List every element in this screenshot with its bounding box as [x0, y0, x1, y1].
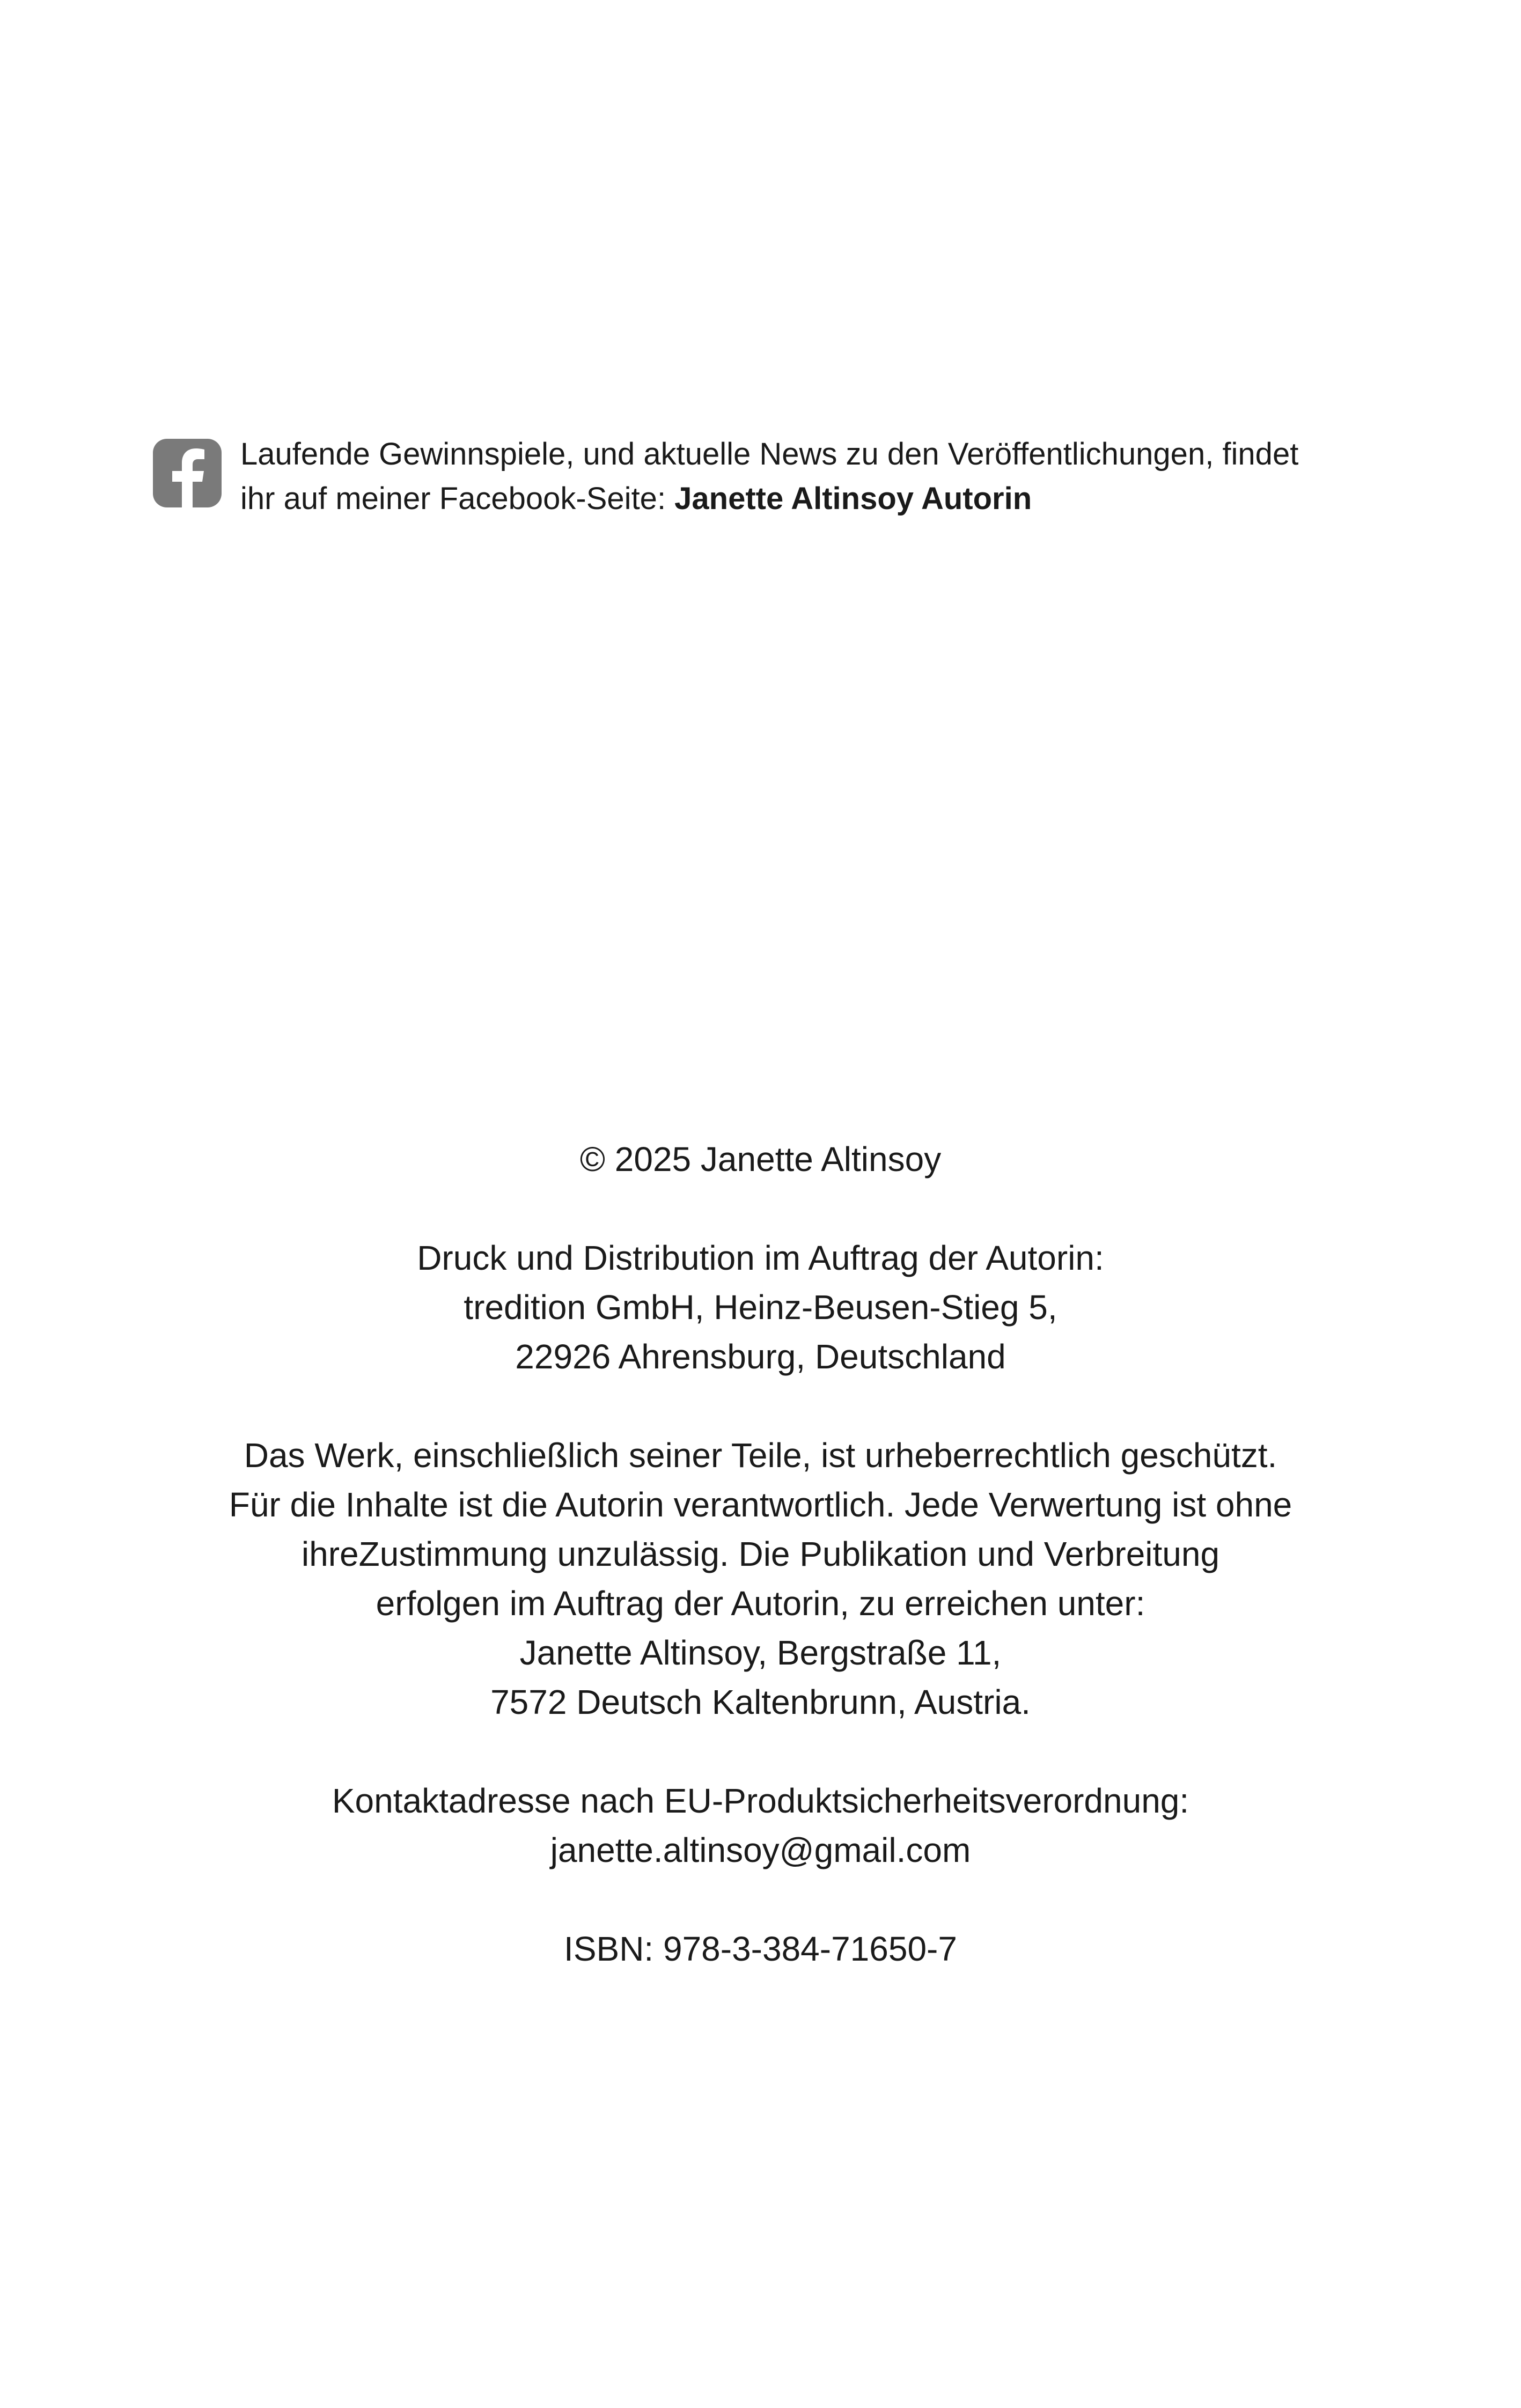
facebook-notice-text: [240, 432, 1298, 521]
printing-line-3: 22926 Ahrensburg, Deutschland: [515, 1337, 1006, 1376]
printing-line-1: Druck und Distribution im Auftrag der Autorin:: [417, 1239, 1104, 1277]
printing-line-2: tredition GmbH, Heinz-Beusen-Stieg 5,: [464, 1288, 1057, 1327]
rights-line-6: 7572 Deutsch Kaltenbrunn, Austria.: [490, 1683, 1031, 1721]
contact-line: Kontaktadresse nach EU-Produktsicherheitsverordnung:: [332, 1781, 1189, 1820]
rights-line-2: Für die Inhalte ist die Autorin verantwortlich. Jede Verwertung ist ohne: [229, 1485, 1292, 1524]
spacer: [0, 1184, 1521, 1233]
spacer: [0, 1381, 1521, 1431]
isbn: ISBN: 978-3-384-71650-7: [564, 1930, 957, 1968]
imprint-block: [0, 1135, 1521, 1973]
facebook-notice-line-1: Laufende Gewinnspiele, und aktuelle News zu den Veröffentlichungen, findet: [240, 437, 1299, 472]
rights-line-4: erfolgen im Auftrag der Autorin, zu erreichen unter:: [376, 1584, 1145, 1623]
facebook-notice-line-2: ihr auf meiner Facebook-Seite:: [240, 481, 675, 516]
facebook-page-name: Janette Altinsoy Autorin: [674, 481, 1032, 516]
spacer: [0, 1875, 1521, 1924]
facebook-notice: [153, 432, 1387, 521]
spacer: [0, 1727, 1521, 1776]
contact-email: janette.altinsoy@gmail.com: [550, 1831, 971, 1869]
rights-line-1: Das Werk, einschließlich seiner Teile, ist urheberrechtlich geschützt.: [244, 1436, 1277, 1475]
copyright-notice: © 2025 Janette Altinsoy: [579, 1140, 942, 1179]
rights-line-5: Janette Altinsoy, Bergstraße 11,: [519, 1633, 1002, 1672]
facebook-icon: [153, 439, 222, 507]
rights-line-3: ihreZustimmung unzulässig. Die Publikation und Verbreitung: [301, 1535, 1220, 1573]
